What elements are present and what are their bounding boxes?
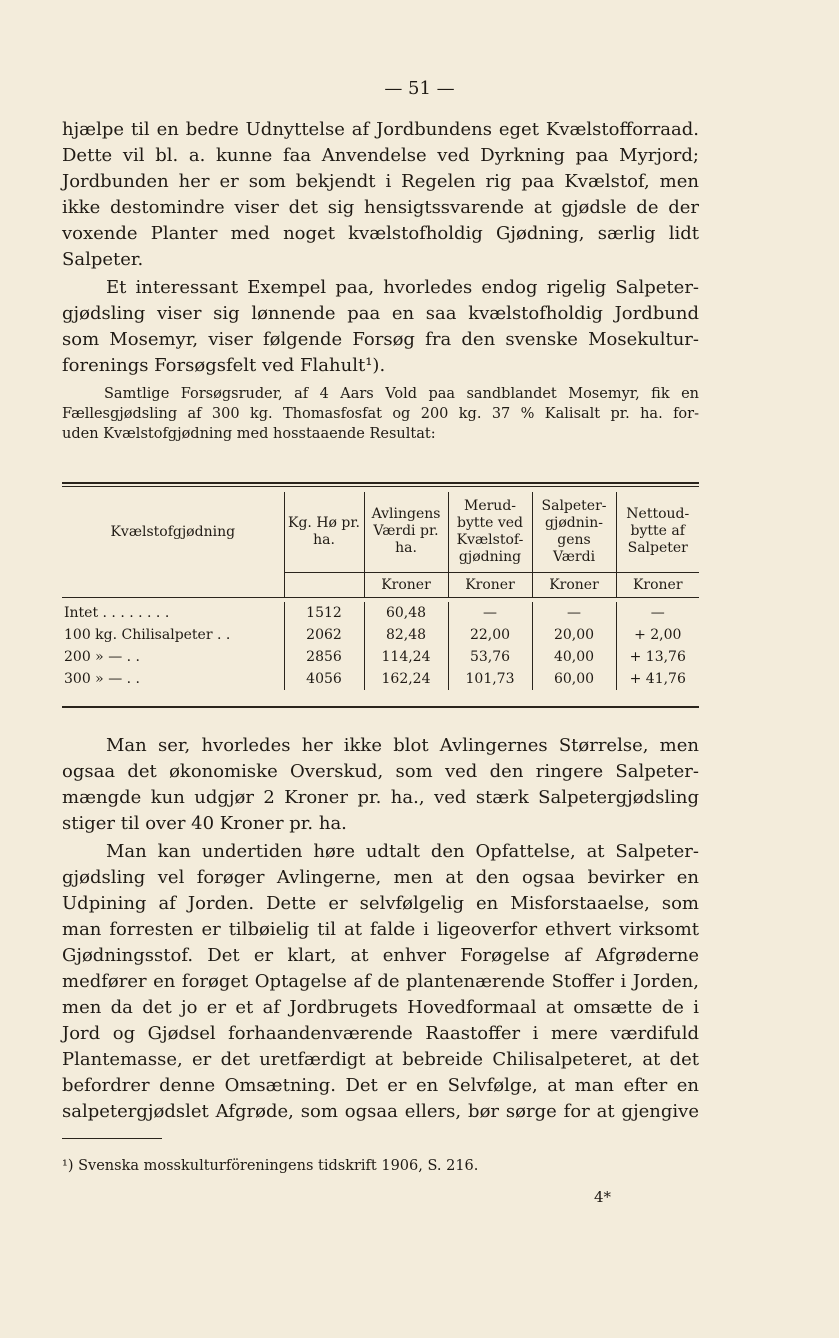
body-line: Man kan undertiden høre udtalt den Opfattelse, at Salpeter-: [106, 841, 699, 862]
table-row: [62, 668, 699, 690]
table-unit: Kroner: [364, 572, 448, 597]
table-cell: 20,00: [532, 624, 616, 646]
table-cell: 101,73: [448, 668, 532, 690]
table-cell: —: [532, 602, 616, 624]
body-line: Gjødningsstof. Det er klart, at enhver Forøgelse af Afgrøderne: [62, 945, 699, 966]
footnote-rule: [62, 1138, 162, 1139]
body-line: ogsaa det økonomiske Overskud, som ved den ringere Salpeter-: [62, 761, 699, 782]
table-header: Salpeter- gjødnin- gens Værdi: [532, 492, 616, 572]
footnote: ¹) Svenska mosskulturföreningens tidskrift 1906, S. 216.: [62, 1158, 479, 1174]
table-cell: 200 » — . .: [64, 648, 140, 665]
body-line: salpetergjødslet Afgrøde, som ogsaa ellers, bør sørge for at gjengive: [62, 1101, 699, 1122]
results-table: [62, 492, 699, 690]
body-line: forenings Forsøgsfelt ved Flahult¹).: [62, 355, 386, 376]
body-line: befordrer denne Omsætning. Det er en Selvfølge, at man efter en: [62, 1075, 699, 1096]
body-line: Udpining af Jorden. Dette er selvfølgelig en Misforstaaelse, som: [62, 893, 699, 914]
table-cell: 4056: [284, 668, 364, 690]
body-line: voxende Planter med noget kvælstofholdig Gjødning, særlig lidt: [62, 223, 699, 244]
table-bottom-rule: [62, 706, 699, 708]
body-line: Plantemasse, er det uretfærdigt at bebreide Chilisalpeteret, at det: [62, 1049, 699, 1070]
small-line: Fællesgjødsling af 300 kg. Thomasfosfat og 200 kg. 37 % Kalisalt pr. ha. for-: [62, 406, 699, 422]
body-line: stiger til over 40 Kroner pr. ha.: [62, 813, 347, 834]
table-top-rule: [62, 482, 699, 484]
table-unit: [284, 572, 364, 597]
table-top-rule-thin: [62, 486, 699, 487]
body-line: som Mosemyr, viser følgende Forsøg fra den svenske Mosekultur-: [62, 329, 699, 350]
table-row: [62, 602, 699, 624]
table-cell: 60,00: [532, 668, 616, 690]
table-cell: + 13,76: [616, 646, 699, 668]
table-cell: 1512: [284, 602, 364, 624]
table-cell: 22,00: [448, 624, 532, 646]
body-line: gjødsling vel forøger Avlingerne, men at den ogsaa bevirker en: [62, 867, 699, 888]
small-line: Samtlige Forsøgsruder, af 4 Aars Vold paa sandblandet Mosemyr, fik en: [104, 386, 699, 402]
body-line: men da det jo er et af Jordbrugets Hovedformaal at omsætte de i: [62, 997, 699, 1018]
body-line: Jord og Gjødsel forhaandenværende Raastoffer i mere værdifuld: [62, 1023, 699, 1044]
signature-mark: 4*: [594, 1188, 612, 1206]
body-line: man forresten er tilbøielig til at falde i ligeoverfor ethvert virksomt: [62, 919, 699, 940]
table-cell: 2856: [284, 646, 364, 668]
body-line: Salpeter.: [62, 249, 144, 270]
body-line: hjælpe til en bedre Udnyttelse af Jordbundens eget Kvælstofforraad.: [62, 119, 699, 140]
table-unit: Kroner: [532, 572, 616, 597]
table-cell: 53,76: [448, 646, 532, 668]
table-unit: Kroner: [448, 572, 532, 597]
table-header: Avlingens Værdi pr. ha.: [364, 492, 448, 572]
table-cell: + 41,76: [616, 668, 699, 690]
small-line: uden Kvælstofgjødning med hosstaaende Resultat:: [62, 426, 436, 442]
table-row: [62, 646, 699, 668]
page-number: — 51 —: [384, 78, 455, 99]
table-cell: 100 kg. Chilisalpeter . .: [64, 626, 231, 643]
table-unit: Kroner: [616, 572, 699, 597]
table-header: Kvælstofgjødning: [110, 523, 236, 540]
table-cell: 82,48: [364, 624, 448, 646]
body-line: Dette vil bl. a. kunne faa Anvendelse ved Dyrkning paa Myrjord;: [62, 145, 699, 166]
table-row: [62, 624, 699, 646]
table-cell: 60,48: [364, 602, 448, 624]
table-header: Nettoud- bytte af Salpeter: [616, 492, 699, 572]
body-line: medfører en forøget Optagelse af de plantenærende Stoffer i Jorden,: [62, 971, 699, 992]
table-cell: 114,24: [364, 646, 448, 668]
table-cell: Intet . . . . . . . .: [64, 604, 170, 621]
table-header: Kg. Hø pr. ha.: [284, 492, 364, 572]
table-unit: [62, 572, 284, 597]
table-cell: + 2,00: [616, 624, 699, 646]
body-line: Et interessant Exempel paa, hvorledes endog rigelig Salpeter-: [106, 277, 699, 298]
table-cell: 40,00: [532, 646, 616, 668]
table-cell: —: [448, 602, 532, 624]
body-line: gjødsling viser sig lønnende paa en saa kvælstofholdig Jordbund: [62, 303, 699, 324]
body-line: ikke destomindre viser det sig hensigtssvarende at gjødsle de der: [62, 197, 699, 218]
body-line: Jordbunden her er som bekjendt i Regelen rig paa Kvælstof, men: [62, 171, 699, 192]
table-cell: 300 » — . .: [64, 670, 140, 687]
body-line: mængde kun udgjør 2 Kroner pr. ha., ved stærk Salpetergjødsling: [62, 787, 699, 808]
table-cell: —: [616, 602, 699, 624]
table-cell: 2062: [284, 624, 364, 646]
table-cell: 162,24: [364, 668, 448, 690]
table-header: Merud- bytte ved Kvælstof- gjødning: [448, 492, 532, 572]
body-line: Man ser, hvorledes her ikke blot Avlingernes Størrelse, men: [106, 735, 699, 756]
